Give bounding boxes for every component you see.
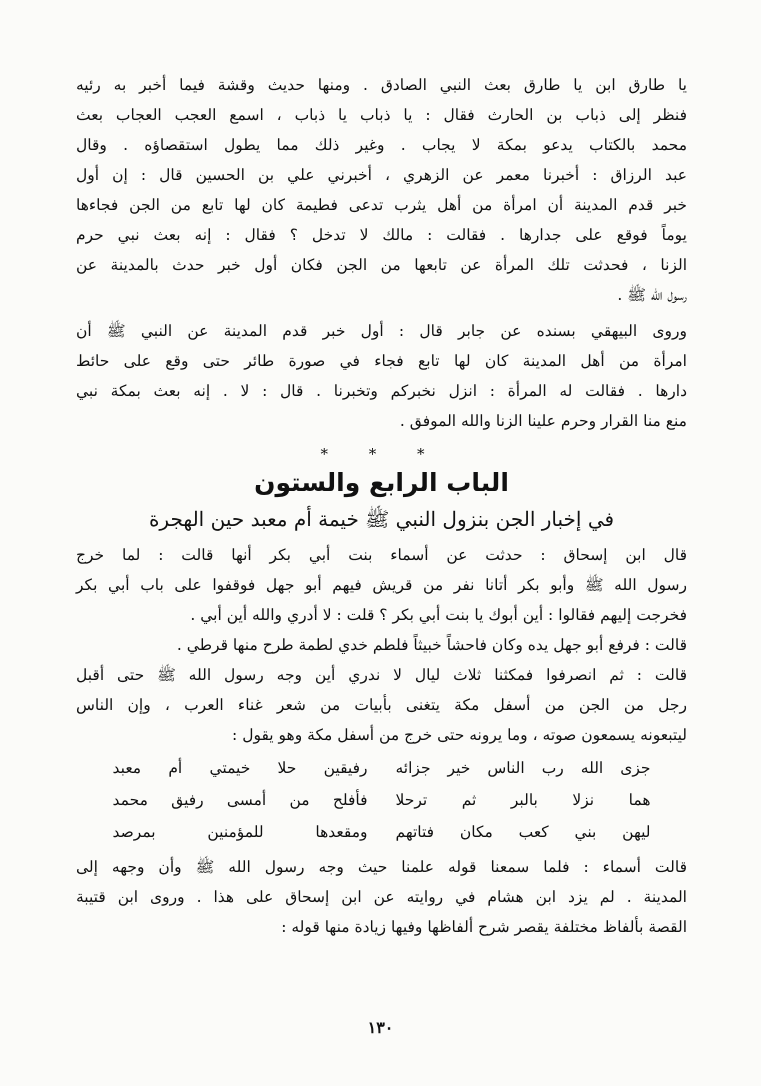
text-line: منع منا القرار وحرم علينا الزنا والله الموفق . bbox=[399, 412, 687, 430]
poem bbox=[76, 752, 687, 848]
section-divider-stars: * * * bbox=[320, 445, 443, 463]
text-line: قالت : فرفع أبو جهل يده وكان فاحشاً خبيثاً فلطم خدي لطمة طرح منها قرطي . bbox=[176, 636, 687, 654]
text-line: فنظر إلى ذباب بن الحارث فقال : يا ذباب يا ذباب ، اسمع العجب العجاب بعث bbox=[76, 106, 687, 124]
text-line: قالت : ثم انصرفوا فمكثنا ثلاث ليال لا ندري أين وجه رسول الله ﷺ حتى أقبل bbox=[76, 666, 687, 684]
poem-verse bbox=[76, 784, 687, 816]
text-line: الزنا ، فحدثت تلك المرأة عن تابعها من الجن فكان أول خبر حدث بالمدينة عن bbox=[76, 256, 687, 274]
hemistich-second: فأفلح من أمسى رفيق محمد bbox=[112, 791, 368, 809]
text-line: قال ابن إسحاق : حدثت عن أسماء بنت أبي بكر أنها قالت : لما خرج bbox=[76, 546, 687, 564]
paragraph-6 bbox=[76, 852, 687, 942]
text-line: القصة بألفاظ مختلفة يقصر شرح ألفاظها وفيها زيادة منها قوله : bbox=[281, 918, 687, 936]
text-line: رسول الله ﷺ . bbox=[617, 286, 687, 304]
text-line: عبد الرزاق : أخبرنا معمر عن الزهري ، أخبرني علي بن الحسين قال : إن أول bbox=[76, 166, 687, 184]
paragraph-4 bbox=[76, 630, 687, 660]
text-line: يا طارق ابن يا طارق بعث النبي الصادق . ومنها حديث وقشة فيما أخبر به رئيه bbox=[76, 76, 687, 94]
paragraph-3 bbox=[76, 540, 687, 630]
chapter-title: الباب الرابع والستون bbox=[254, 468, 509, 497]
text-line: ليتبعونه يسمعون صوته ، وما يرونه حتى خرج من أسفل مكة وهو يقول : bbox=[232, 726, 687, 744]
text-line: فخرجت إليهم فقالوا : أين أبوك يا بنت أبي بكر ؟ قلت : لا أدري والله أين أبي . bbox=[190, 606, 687, 624]
text-line: دارها . فقالت له المرأة : انزل نخبركم وتخبرنا . قال : لا . إنه بعث بمكة نبي bbox=[76, 382, 687, 400]
paragraph-1 bbox=[76, 70, 687, 310]
text-line: خبر قدم المدينة أن امرأة من أهل يثرب تدعى فطيمة كان لها تابع من الجن فجاءها bbox=[76, 196, 687, 214]
hemistich-second: ومقعدها للمؤمنين بمرصد bbox=[112, 823, 368, 841]
text-line: رسول الله ﷺ وأبو بكر أتانا نفر من قريش فيهم أبو جهل فوقفوا على باب أبي بكر bbox=[76, 576, 687, 594]
page-number: ١٣٠ bbox=[367, 1018, 394, 1037]
text-line: المدينة . لم يزد ابن هشام في روايته عن ابن إسحاق على هذا . وروى ابن قتيبة bbox=[76, 888, 687, 906]
hemistich-first: هما نزلا بالبر ثم ترحلا bbox=[395, 791, 651, 809]
text-line: قالت أسماء : فلما سمعنا قوله علمنا حيث وجه رسول الله ﷺ وأن وجهه إلى bbox=[76, 858, 687, 876]
poem-verse bbox=[76, 752, 687, 784]
hemistich-first: جزى الله رب الناس خير جزائه bbox=[395, 759, 651, 777]
text-line: محمد بالكتاب يدعو بمكة لا يجاب . وغير ذلك مما يطول استقصاؤه . وقال bbox=[76, 136, 687, 154]
text-line: امرأة من أهل المدينة كان لها تابع فجاء في صورة طائر حتى وقع على حائط bbox=[76, 352, 687, 370]
text-line: يوماً فوقع على جدارها . فقالت : مالك لا تدخل ؟ فقال : إنه بعث نبي حرم bbox=[76, 226, 687, 244]
paragraph-2 bbox=[76, 316, 687, 436]
text-line: وروى البيهقي بسنده عن جابر قال : أول خبر قدم المدينة عن النبي ﷺ أن bbox=[76, 322, 687, 340]
chapter-subtitle: في إخبار الجن بنزول النبي ﷺ خيمة أم معبد حين الهجرة bbox=[148, 507, 615, 531]
hemistich-second: رفيقين حلا خيمتي أم معبد bbox=[112, 759, 368, 777]
hemistich-first: ليهن بني كعب مكان فتاتهم bbox=[395, 823, 651, 841]
poem-verse bbox=[76, 816, 687, 848]
paragraph-5 bbox=[76, 660, 687, 750]
text-line: رجل من الجن من أسفل مكة يتغنى بأبيات من شعر غناء العرب ، وإن الناس bbox=[76, 696, 687, 714]
